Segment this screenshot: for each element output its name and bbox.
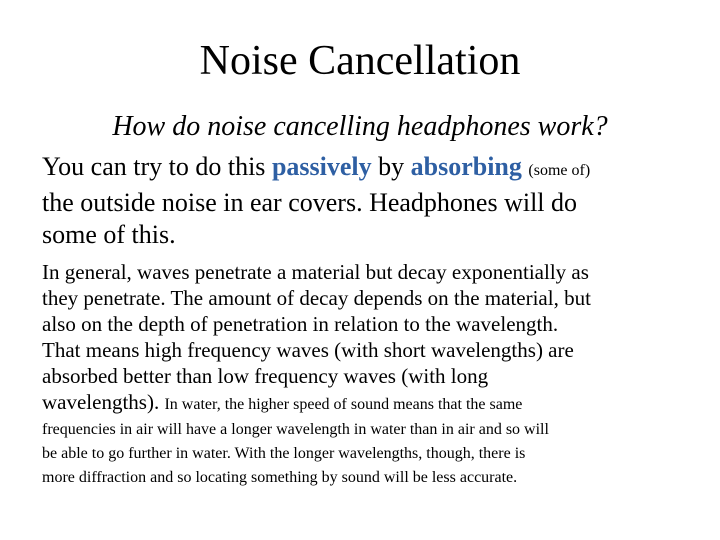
paragraph-line: more diffraction and so locating something by sound will be less accurate. bbox=[42, 469, 518, 486]
slide-title: Noise Cancellation bbox=[199, 38, 521, 84]
emphasis-absorbing: absorbing bbox=[410, 152, 522, 181]
paragraph-line: the outside noise in ear covers. Headphones will do bbox=[42, 188, 578, 217]
paragraph-line: In general, waves penetrate a material but decay exponentially as bbox=[42, 260, 589, 284]
paragraph-line: be able to go further in water. With the longer wavelengths, though, there is bbox=[42, 445, 526, 462]
paragraph-line bbox=[42, 389, 702, 418]
paragraph-line: frequencies in air will have a longer wavelength in water than in air and so will bbox=[42, 421, 549, 438]
paragraph-line: also on the depth of penetration in relation to the wavelength. bbox=[42, 312, 559, 336]
text-segment: You can try to do this bbox=[42, 152, 272, 181]
slide-subtitle: How do noise cancelling headphones work? bbox=[112, 111, 608, 142]
paragraph-wave-decay bbox=[42, 259, 702, 490]
paragraph-line: they penetrate. The amount of decay depends on the material, but bbox=[42, 286, 591, 310]
emphasis-passively: passively bbox=[271, 152, 372, 181]
text-segment: by bbox=[371, 152, 411, 181]
paragraph-line: some of this. bbox=[42, 220, 176, 249]
aside-some-of: (some of) bbox=[528, 162, 591, 179]
paragraph-passive-absorption bbox=[42, 151, 702, 251]
paragraph-line: That means high frequency waves (with short wavelengths) are bbox=[42, 338, 574, 362]
paragraph-line bbox=[42, 151, 702, 187]
text-segment-small: In water, the higher speed of sound means that the same bbox=[164, 396, 523, 413]
paragraph-line: absorbed better than low frequency waves (with long bbox=[42, 364, 489, 388]
text-segment: wavelengths). bbox=[42, 390, 165, 414]
